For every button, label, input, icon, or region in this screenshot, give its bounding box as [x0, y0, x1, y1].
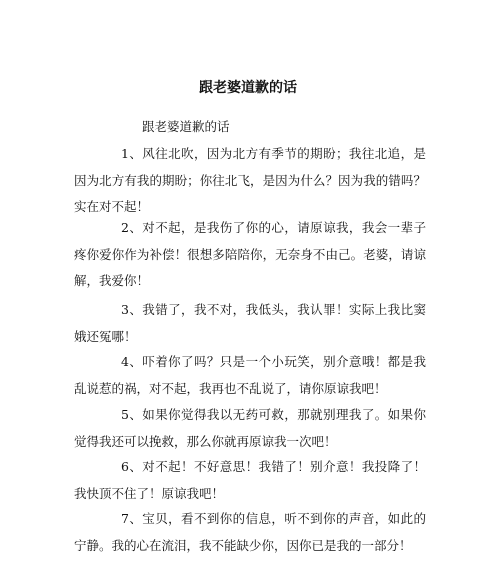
document-subtitle: 跟老婆道歉的话 — [142, 119, 230, 134]
paragraph-3: 3、我错了，我不对，我低头，我认罪！实际上我比窦娥还冤哪！ — [74, 302, 426, 344]
document-title: 跟老婆道歉的话 — [199, 80, 297, 96]
paragraph-2: 2、对不起，是我伤了你的心，请原谅我，我会一辈子疼你爱你作为补偿！很想多陪陪你，无奈身不由己。老婆，请谅解，我爱你！ — [74, 220, 426, 288]
paragraph-5: 5、如果你觉得我以无药可救，那就别理我了。如果你觉得我还可以挽救，那么你就再原谅我一次吧！ — [74, 407, 426, 449]
paragraph-7: 7、宝贝，看不到你的信息，听不到你的声音，如此的宁静。我的心在流泪，我不能缺少你，因你已是我的一部分！ — [74, 511, 426, 553]
paragraph-6: 6、对不起！不好意思！我错了！别介意！我投降了！我快顶不住了！原谅我吧！ — [74, 459, 426, 501]
paragraph-1: 1、风往北吹，因为北方有季节的期盼；我往北追，是因为北方有我的期盼；你往北飞，是因为什么？因为我的错吗？实在对不起！ — [74, 146, 426, 214]
paragraph-4: 4、吓着你了吗？只是一个小玩笑，别介意哦！都是我乱说惹的祸，对不起，我再也不乱说了，请你原谅我吧！ — [74, 354, 426, 396]
